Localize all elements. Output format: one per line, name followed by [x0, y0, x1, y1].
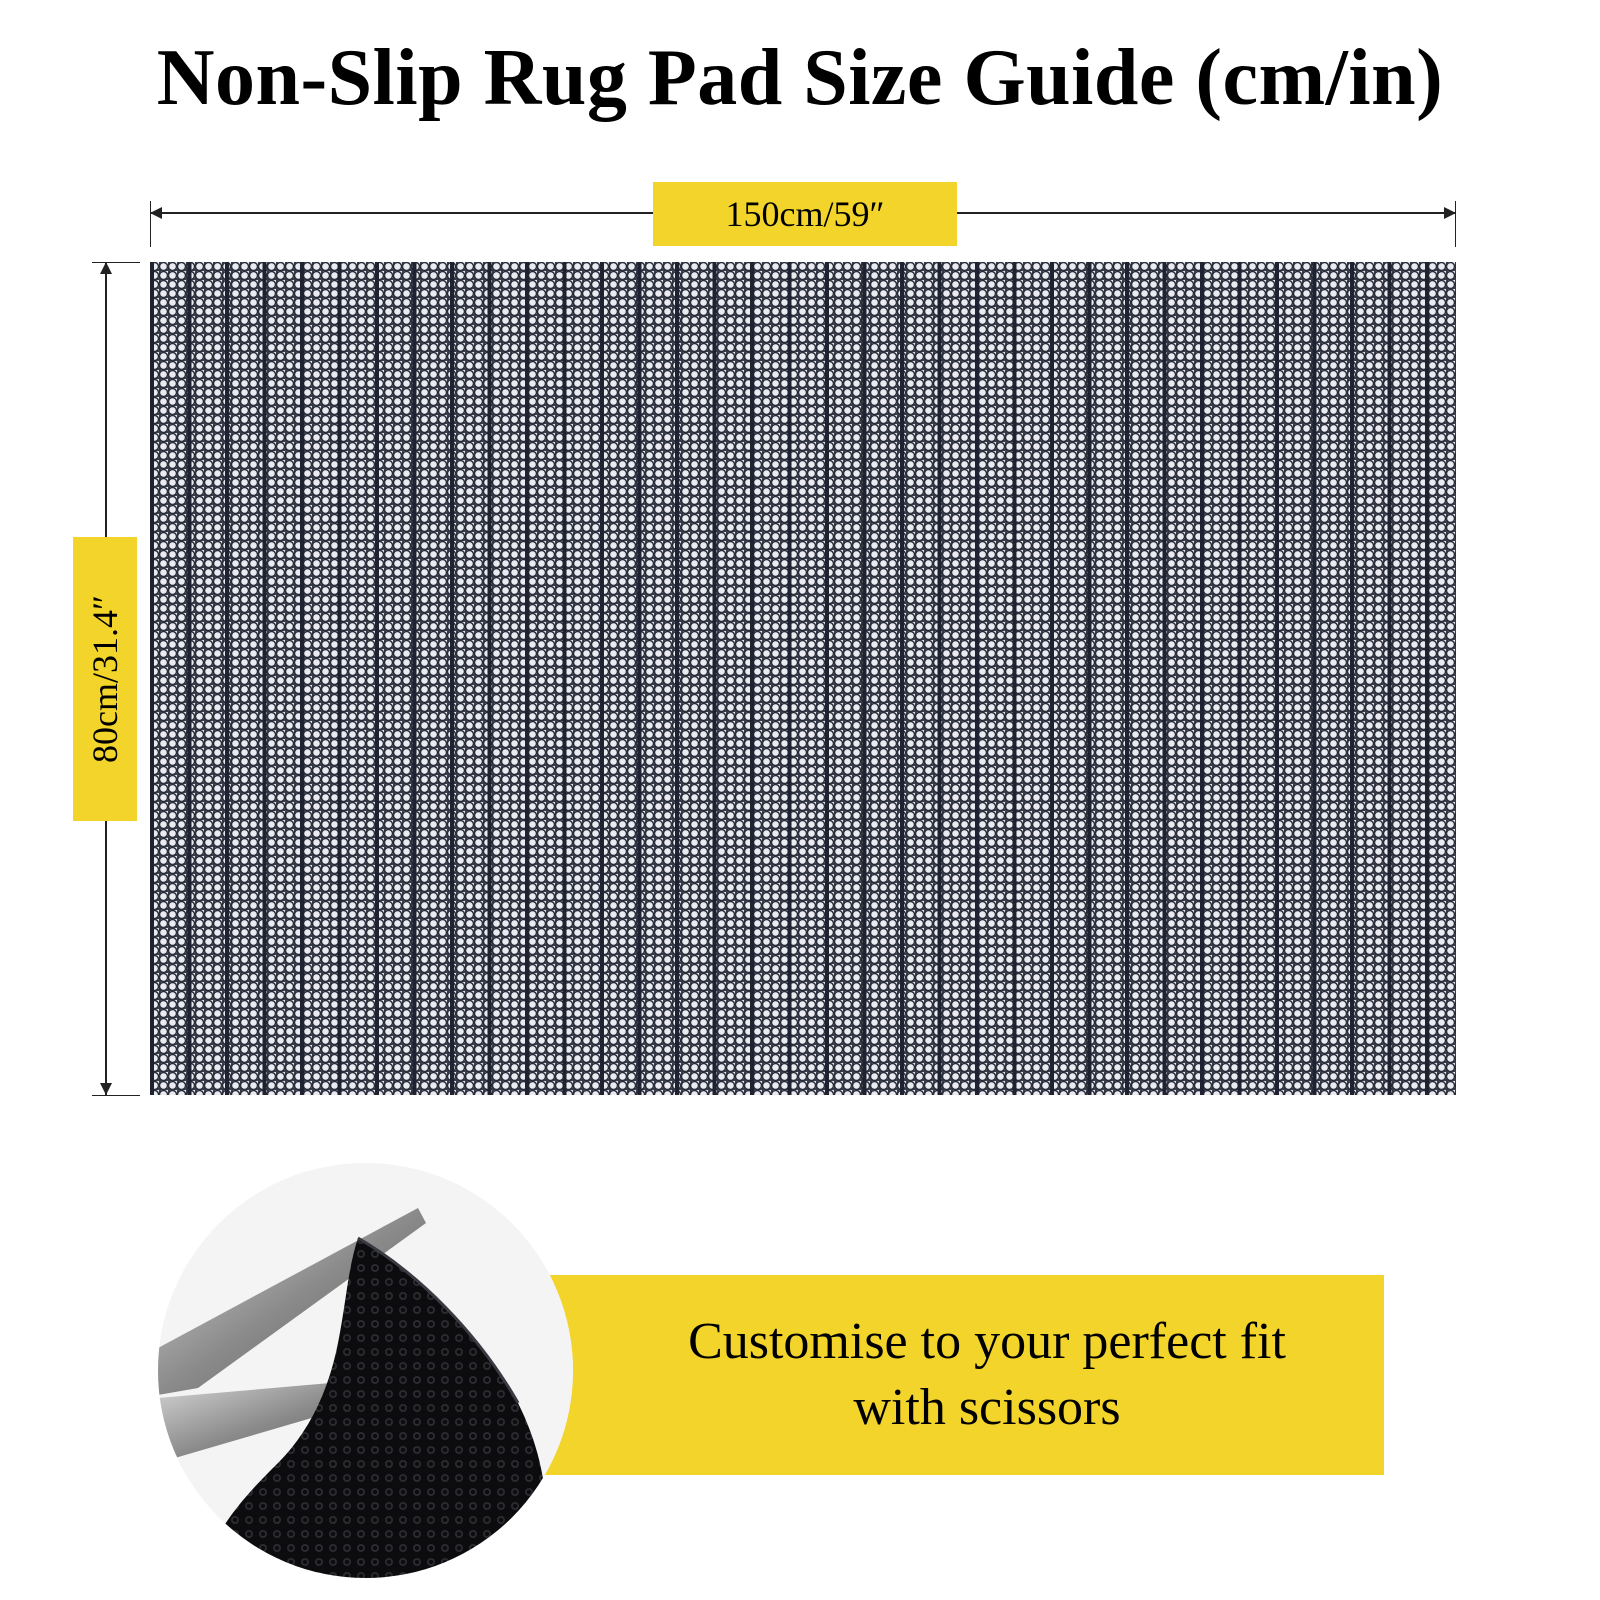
height-tick-bottom — [92, 1095, 140, 1096]
arrow-up-icon — [100, 262, 112, 274]
customise-banner — [470, 1275, 1384, 1475]
arrow-down-icon — [100, 1083, 112, 1095]
arrow-right-icon — [1444, 207, 1456, 219]
arrow-left-icon — [150, 207, 162, 219]
width-label: 150cm/59″ — [653, 182, 957, 246]
height-label-box — [73, 537, 137, 821]
banner-text — [590, 1275, 1384, 1475]
height-label: 80cm/31.4″ — [85, 595, 125, 763]
scissors-photo — [158, 1163, 573, 1578]
banner-line-1: Customise to your perfect fit — [688, 1313, 1286, 1370]
page-title: Non-Slip Rug Pad Size Guide (cm/in) — [156, 34, 1444, 122]
rug-pad-mesh-image — [150, 262, 1456, 1095]
banner-line-2: with scissors — [853, 1379, 1121, 1436]
scissors-cutting-mat-icon — [158, 1163, 573, 1578]
